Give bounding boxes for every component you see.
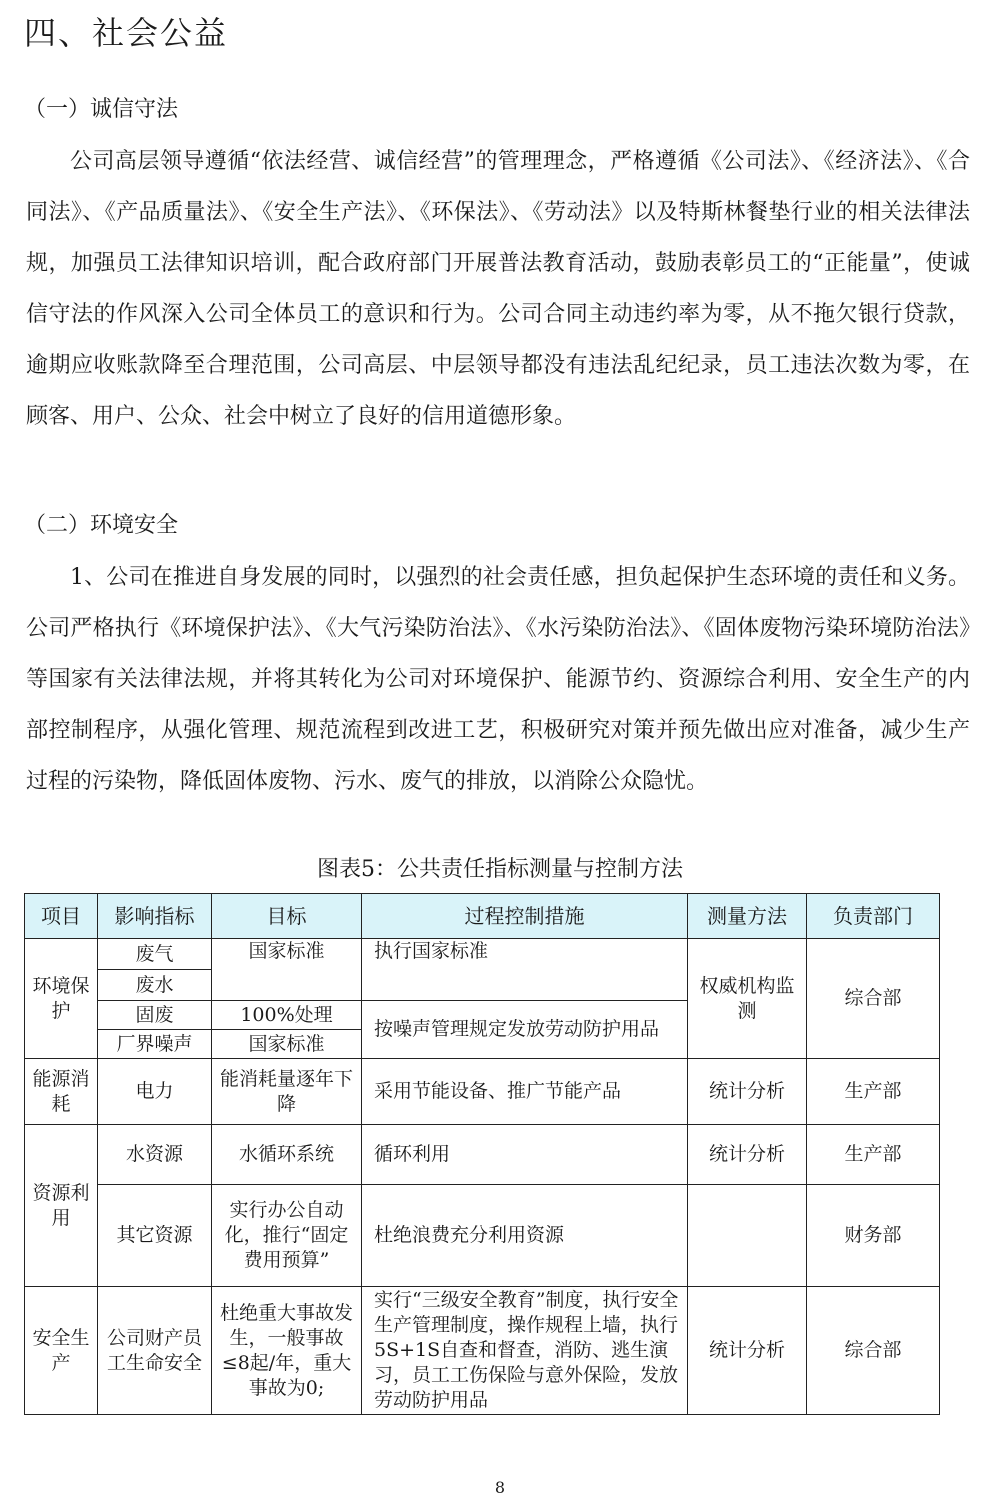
measure-cell: 采用节能设备、推广节能产品	[362, 1059, 688, 1125]
indicator-cell: 废气	[98, 939, 212, 970]
target-cell: 国家标准	[212, 1030, 362, 1059]
measure-cell: 实行“三级安全教育”制度，执行安全生产管理制度，操作规程上墙，执行5S+1S自查和督查，消防、逃生演习，员工工伤保险与意外保险，发放劳动防护用品	[362, 1287, 688, 1415]
indicator-cell: 电力	[98, 1059, 212, 1125]
table-caption: 图表5：公共责任指标测量与控制方法	[317, 857, 683, 882]
table-row	[25, 1059, 940, 1125]
subsection-title-environment: （二）环境安全	[24, 513, 179, 538]
table-header-row	[25, 894, 940, 939]
measure-cell: 循环利用	[362, 1125, 688, 1185]
header-cell: 影响指标	[98, 894, 212, 939]
subsection-title-integrity: （一）诚信守法	[24, 97, 179, 122]
measure-cell: 按噪声管理规定发放劳动防护用品	[362, 1001, 688, 1059]
indicator-cell: 固废	[98, 1001, 212, 1030]
measure-cell: 杜绝浪费充分利用资源	[362, 1185, 688, 1287]
header-cell: 负责部门	[807, 894, 940, 939]
indicator-cell: 水资源	[98, 1125, 212, 1185]
method-cell	[688, 1185, 807, 1287]
responsibility-table	[24, 893, 940, 1415]
category-cell: 安全生产	[25, 1287, 98, 1415]
category-cell: 能源消耗	[25, 1059, 98, 1125]
measure-cell: 执行国家标准	[362, 939, 688, 1001]
target-cell: 水循环系统	[212, 1125, 362, 1185]
category-cell: 资源利用	[25, 1125, 98, 1287]
target-cell: 杜绝重大事故发生，一般事故≤8起/年，重大事故为0;	[212, 1287, 362, 1415]
target-cell: 100%处理	[212, 1001, 362, 1030]
table-row	[25, 1287, 940, 1415]
header-cell: 测量方法	[688, 894, 807, 939]
method-cell: 统计分析	[688, 1287, 807, 1415]
dept-cell: 生产部	[807, 1059, 940, 1125]
indicator-cell: 其它资源	[98, 1185, 212, 1287]
environment-paragraph: 1、公司在推进自身发展的同时，以强烈的社会责任感，担负起保护生态环境的责任和义务。公司严格执行《环境保护法》、《大气污染防治法》、《水污染防治法》、《固体废物污染环境防治法》等国家有关法律法规，并将其转化为公司对环境保护、能源节约、资源综合利用、安全生产的内部控制程序，从强化管理、规范流程到改进工艺，积极研究对策并预先做出应对准备，减少生产过程的污染物，降低固体废物、污水、废气的排放，以消除公众隐忧。	[26, 565, 970, 794]
target-cell: 能消耗量逐年下降	[212, 1059, 362, 1125]
dept-cell: 综合部	[807, 1287, 940, 1415]
table-row	[25, 1185, 940, 1287]
category-cell: 环境保护	[25, 939, 98, 1059]
header-cell: 目标	[212, 894, 362, 939]
method-cell: 统计分析	[688, 1125, 807, 1185]
method-cell: 权威机构监测	[688, 939, 807, 1059]
target-cell: 国家标准	[212, 939, 362, 1001]
dept-cell: 生产部	[807, 1125, 940, 1185]
integrity-paragraph: 公司高层领导遵循“依法经营、诚信经营”的管理理念，严格遵循《公司法》、《经济法》、《合同法》、《产品质量法》、《安全生产法》、《环保法》、《劳动法》以及特斯林餐垫行业的相关法律法规，加强员工法律知识培训，配合政府部门开展普法教育活动，鼓励表彰员工的“正能量”，使诚信守法的作风深入公司全体员工的意识和行为。公司合同主动违约率为零，从不拖欠银行贷款，逾期应收账款降至合理范围，公司高层、中层领导都没有违法乱纪纪录，员工违法次数为零，在顾客、用户、公众、社会中树立了良好的信用道德形象。	[26, 149, 970, 429]
dept-cell: 综合部	[807, 939, 940, 1059]
method-cell: 统计分析	[688, 1059, 807, 1125]
page-number: 8	[494, 1478, 506, 1497]
table-row	[25, 1125, 940, 1185]
section-heading: 四、社会公益	[24, 14, 229, 52]
indicator-cell: 厂界噪声	[98, 1030, 212, 1059]
indicator-cell: 公司财产员工生命安全	[98, 1287, 212, 1415]
table-row	[25, 939, 940, 970]
header-cell: 过程控制措施	[362, 894, 688, 939]
target-cell: 实行办公自动化，推行“固定费用预算”	[212, 1185, 362, 1287]
dept-cell: 财务部	[807, 1185, 940, 1287]
indicator-cell: 废水	[98, 970, 212, 1001]
header-cell: 项目	[25, 894, 98, 939]
